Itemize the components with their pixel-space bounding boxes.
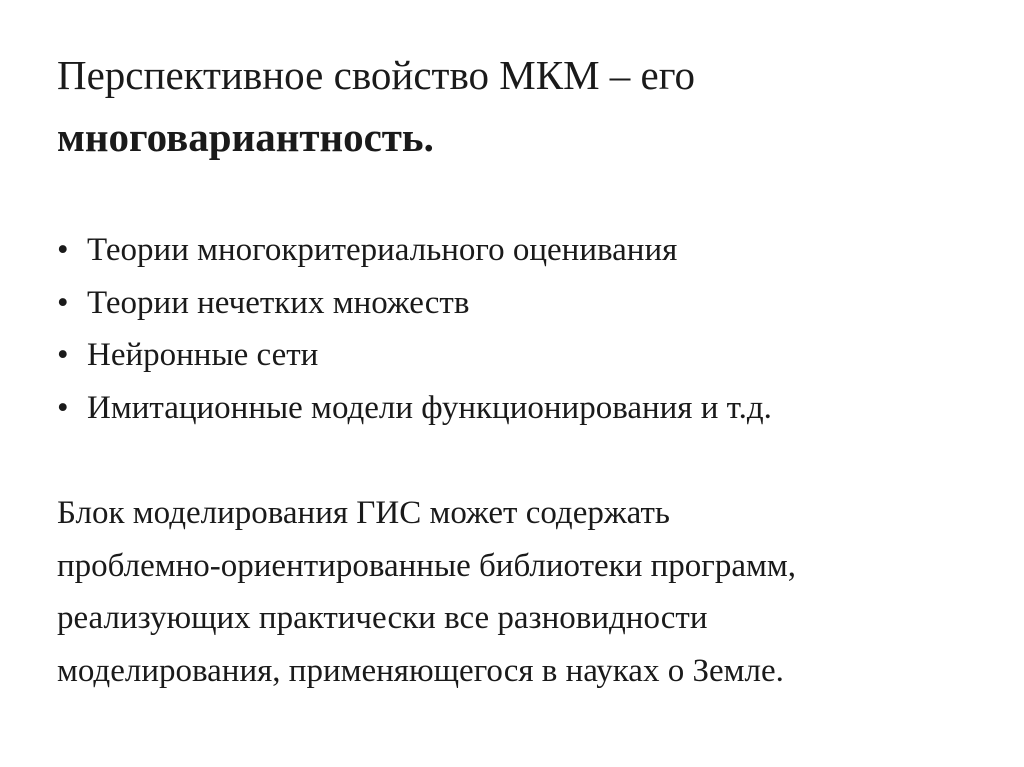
- bullet-text: Имитационные модели функционирования и т.д.: [87, 389, 772, 426]
- bullet-text: Теории нечетких множеств: [87, 284, 470, 321]
- paragraph-line: реализующих практически все разновидности: [57, 600, 708, 636]
- paragraph-line: Блок моделирования ГИС может содержать: [57, 495, 670, 531]
- heading-line-2: многовариантность.: [57, 114, 434, 160]
- description-paragraph: [57, 487, 987, 697]
- slide-heading: [57, 44, 977, 168]
- bullet-marker: •: [57, 232, 69, 268]
- bullet-marker: •: [57, 284, 69, 321]
- bullet-list: [57, 224, 977, 434]
- bullet-item: [57, 277, 977, 330]
- bullet-item: [57, 224, 977, 277]
- bullet-text: Теории многокритериального оценивания: [87, 232, 678, 268]
- bullet-item: [57, 329, 977, 382]
- bullet-marker: •: [57, 337, 69, 373]
- heading-line-1: Перспективное свойство МКМ – его: [57, 52, 696, 98]
- bullet-marker: •: [57, 389, 69, 426]
- bullet-item: [57, 382, 977, 435]
- bullet-text: Нейронные сети: [87, 337, 319, 373]
- paragraph-line: моделирования, применяющегося в науках о Земле.: [57, 652, 784, 689]
- paragraph-line: проблемно-ориентированные библиотеки программ,: [57, 547, 796, 584]
